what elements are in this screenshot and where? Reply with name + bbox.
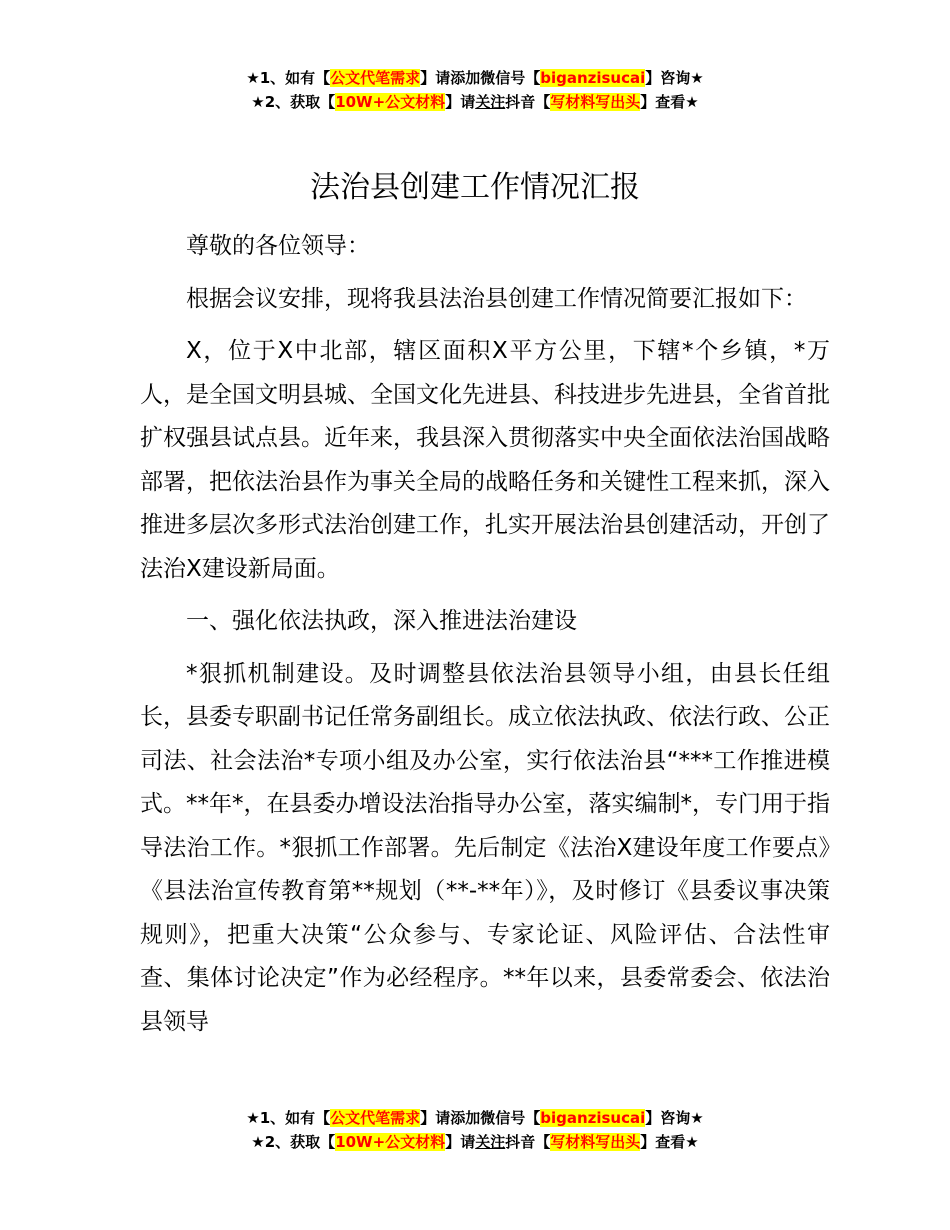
banner-text: 】请添加微信号【 — [420, 69, 541, 87]
banner-highlight: 公文代笔需求 — [330, 1109, 421, 1127]
banner-text: 】查看★ — [640, 93, 699, 111]
banner-underline: 关注 — [475, 1133, 506, 1151]
footer-banner — [0, 1106, 950, 1154]
banner-text: ★2、获取【 — [251, 93, 336, 111]
banner-highlight: 公文代笔需求 — [330, 69, 421, 87]
banner-highlight-douyin: 写材料写出头 — [550, 93, 641, 111]
banner-text: 抖音【 — [505, 1133, 551, 1151]
banner-highlight-wechat: biganzisucai — [540, 1109, 646, 1127]
paragraph: 根据会议安排，现将我县法治县创建工作情况简要汇报如下： — [186, 285, 807, 312]
banner-line-1 — [0, 66, 950, 90]
banner-text: 】咨询★ — [645, 69, 704, 87]
banner-highlight-wechat: biganzisucai — [540, 69, 646, 87]
banner-text: 】查看★ — [640, 1133, 699, 1151]
banner-text: 】请 — [445, 1133, 476, 1151]
banner-text: 】咨询★ — [645, 1109, 704, 1127]
document-body — [140, 225, 830, 1053]
banner-line-1 — [0, 1106, 950, 1130]
banner-highlight: 10W+公文材料 — [335, 93, 446, 111]
paragraph: *狠抓机制建设。及时调整县依法治县领导小组，由县长任组长，县委专职副书记任常务副组长。成立依法执政、依法行政、公正司法、社会法治*专项小组及办公室，实行依法治县“***工作推进模式。**年*，在县委办增设法治指导办公室，落实编制*，专门用于指导法治工作。*狠抓工作部署。先后制定《法治X建设年度工作要点》《县法治宣传教育第**规划（**-**年）》，及时修订《县委议事决策规则》，把重大决策“公众参与、专家论证、风险评估、合法性审查、集体讨论决定”作为必经程序。**年以来，县委常委会、依法治县领导 — [140, 660, 830, 1035]
banner-text: 抖音【 — [505, 93, 551, 111]
banner-underline: 关注 — [475, 93, 506, 111]
document-title: 法治县创建工作情况汇报 — [310, 170, 640, 205]
paragraph: X，位于X中北部，辖区面积X平方公里，下辖*个乡镇，*万人，是全国文明县城、全国文化先进县、科技进步先进县，全省首批扩权强县试点县。近年来，我县深入贯彻落实中央全面依法治国战略部署，把依法治县作为事关全局的战略任务和关键性工程来抓，深入推进多层次多形式法治创建工作，扎实开展法治县创建活动，开创了法治X建设新局面。 — [140, 338, 830, 582]
banner-text: 】请 — [445, 93, 476, 111]
banner-highlight: 10W+公文材料 — [335, 1133, 446, 1151]
section-heading: 一、强化依法执政，深入推进法治建设 — [186, 608, 577, 634]
header-banner — [0, 66, 950, 114]
banner-text: 】请添加微信号【 — [420, 1109, 541, 1127]
banner-text: ★1、如有【 — [246, 69, 331, 87]
salutation: 尊敬的各位领导： — [186, 233, 370, 259]
banner-line-2 — [0, 1130, 950, 1154]
banner-text: ★2、获取【 — [251, 1133, 336, 1151]
banner-line-2 — [0, 90, 950, 114]
banner-text: ★1、如有【 — [246, 1109, 331, 1127]
banner-highlight-douyin: 写材料写出头 — [550, 1133, 641, 1151]
